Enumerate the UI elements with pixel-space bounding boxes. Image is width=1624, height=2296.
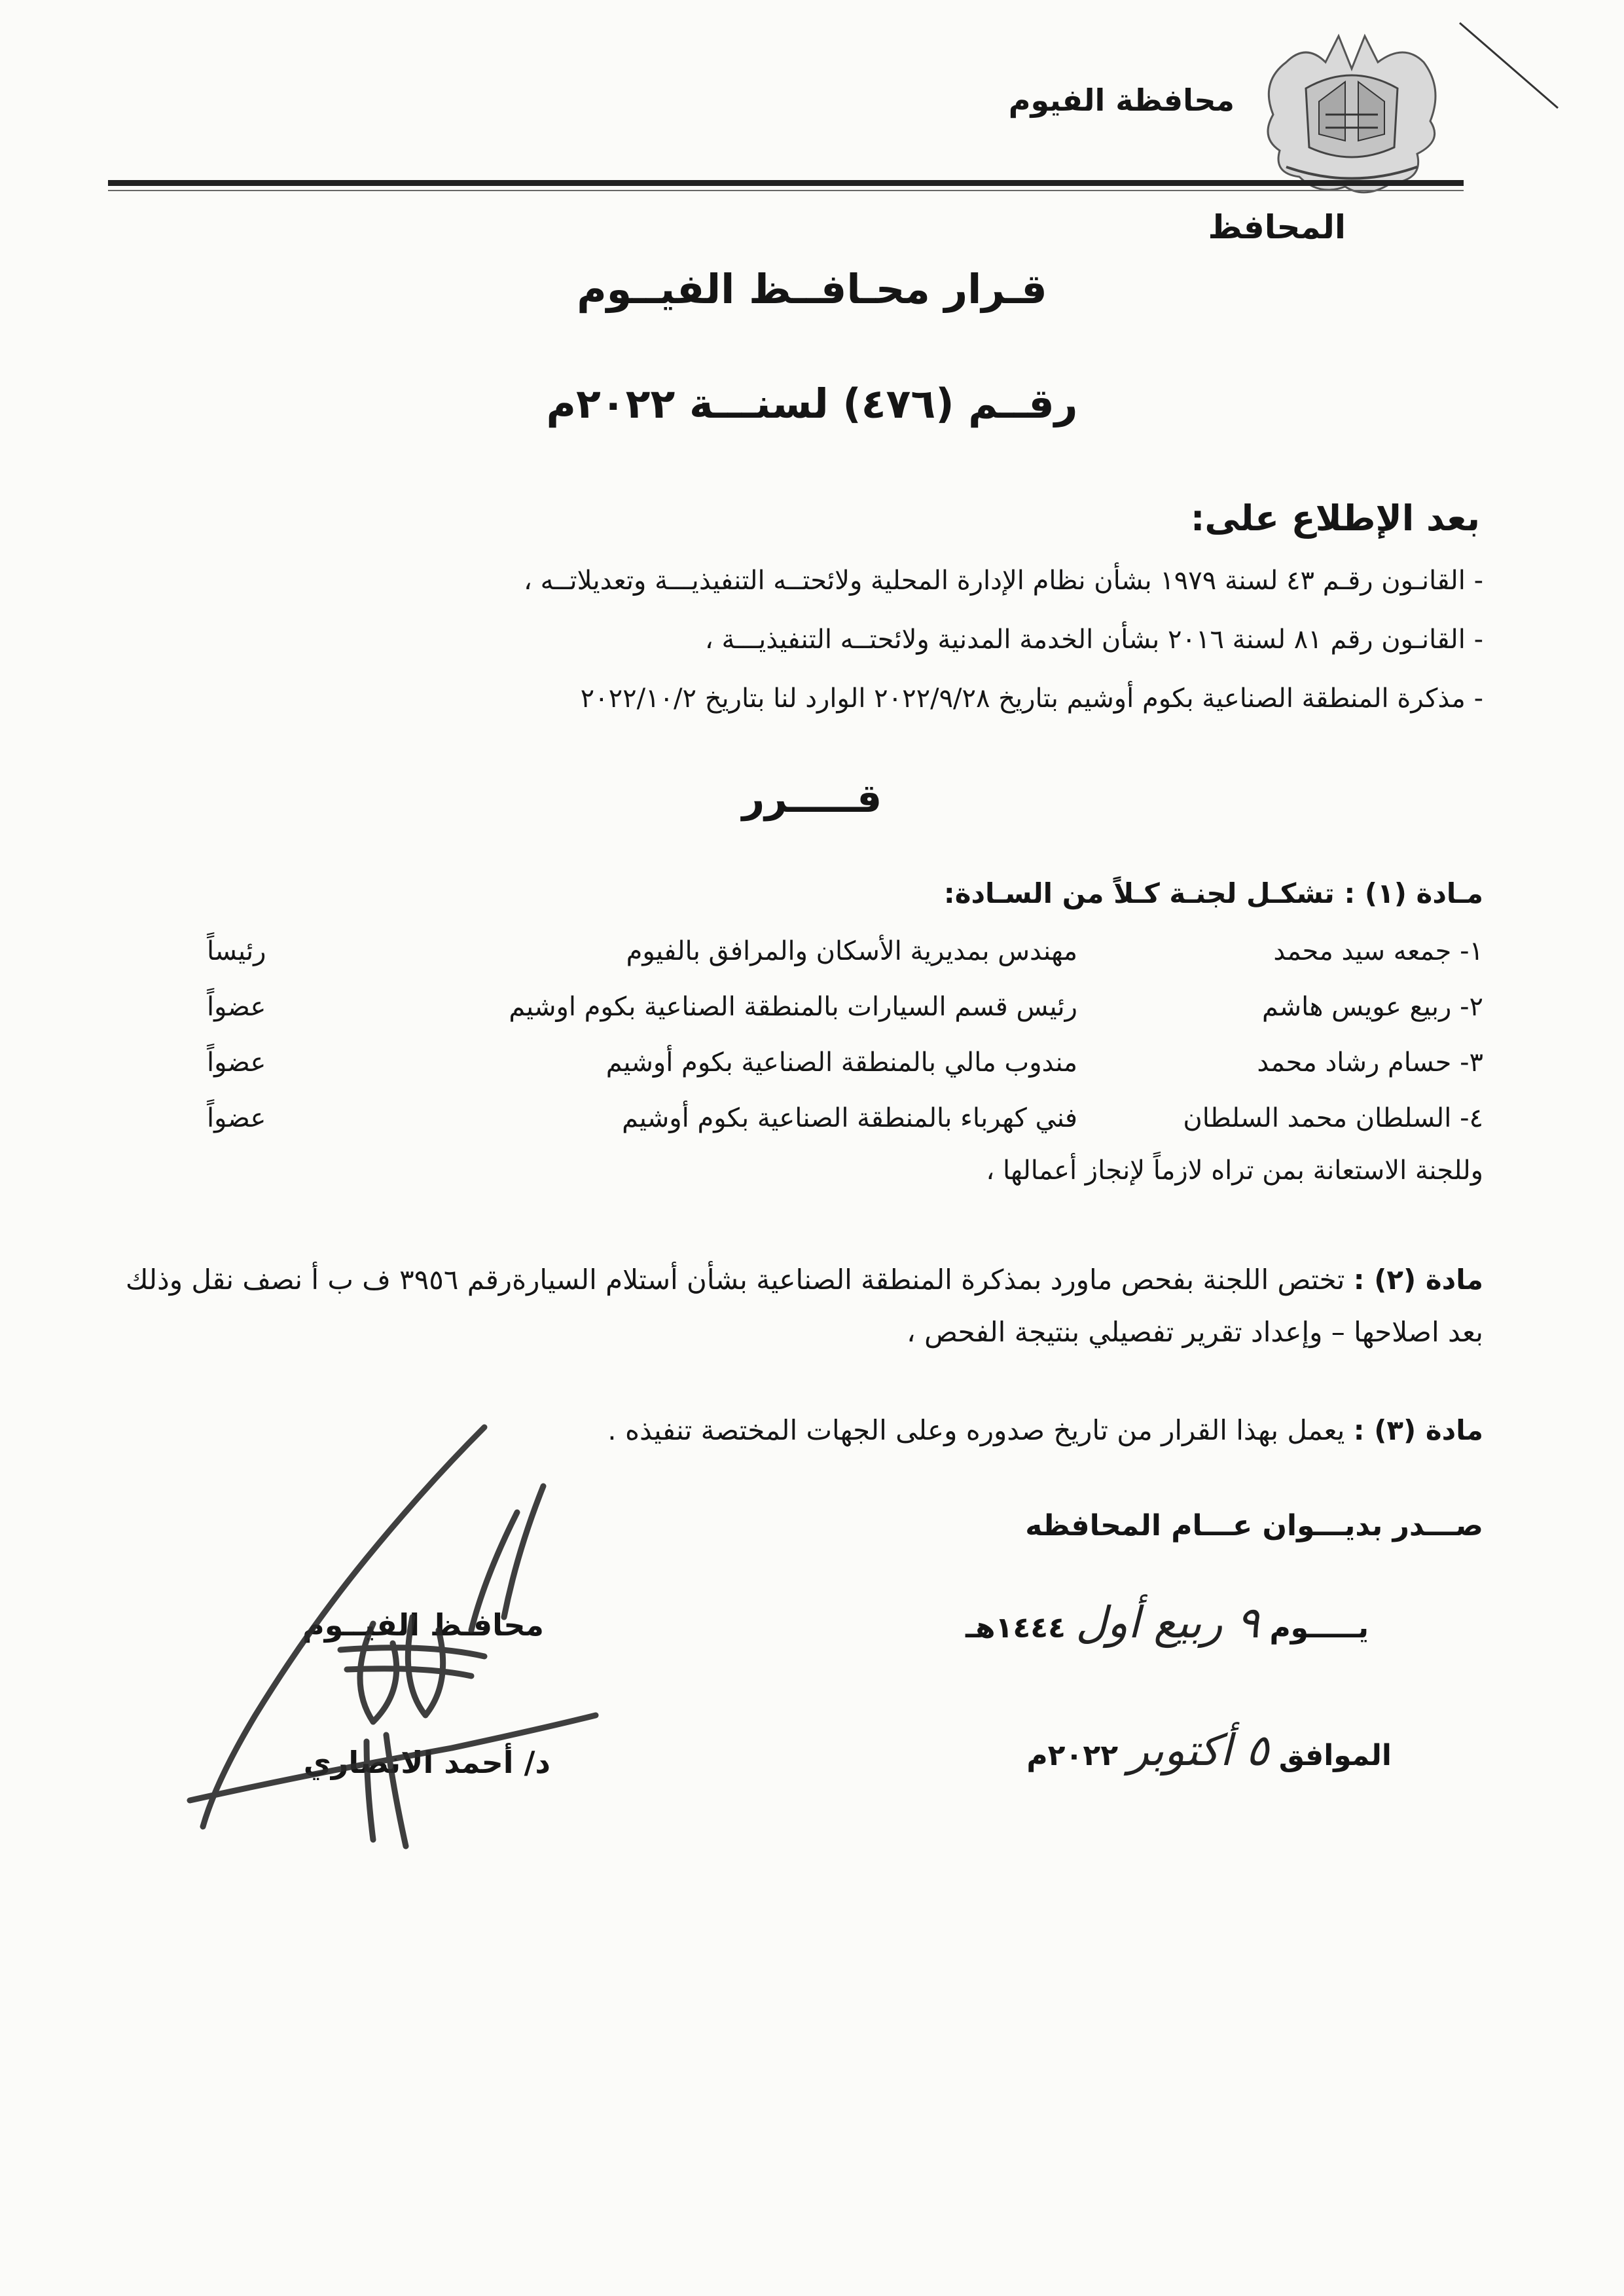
hijri-year: ١٤٤٤هـ: [965, 1611, 1066, 1645]
preamble-item: - القانـون رقم ٨١ لسنة ٢٠١٦ بشأن الخدمة المدنية ولائحتــه التنفيذيـــة ،: [704, 625, 1483, 655]
day-label: يـــــوم: [1269, 1611, 1369, 1645]
member-name: ٢- ربيع عويس هاشم: [1262, 992, 1483, 1022]
member-job: رئيس قسم السيارات بالمنطقة الصناعية بكوم اوشيم: [509, 992, 1077, 1022]
article-3-label: مادة (٣) :: [1353, 1414, 1483, 1446]
member-job: مهندس بمديرية الأسكان والمرافق بالفيوم: [626, 936, 1077, 966]
article-2-label: مادة (٢) :: [1353, 1264, 1483, 1296]
preamble-item: - مذكرة المنطقة الصناعية بكوم أوشيم بتاريخ ٢٠٢٢/٩/٢٨ الوارد لنا بتاريخ ٢٠٢٢/١٠/٢: [580, 683, 1483, 714]
decision-heading: قـــــرر: [742, 776, 882, 822]
gregorian-date: [1026, 1725, 1392, 1776]
hijri-handwritten: ٩ ربيع أول: [1075, 1597, 1260, 1648]
hijri-date: [965, 1597, 1369, 1648]
governorate-header: محافظة الفيوم: [1008, 82, 1235, 118]
member-job: فني كهرباء بالمنطقة الصناعية بكوم أوشيم: [622, 1103, 1077, 1133]
member-name: ١- جمعه سيد محمد: [1273, 936, 1483, 966]
article-3-text: يعمل بهذا القرار من تاريخ صدوره وعلى الجهات المختصة تنفيذه .: [607, 1414, 1345, 1446]
greg-label: الموافق: [1278, 1739, 1392, 1772]
governorate-emblem: [1247, 23, 1456, 200]
member-role: رئيساً: [207, 936, 266, 966]
corner-stroke: [1453, 16, 1564, 115]
article-3: [607, 1414, 1483, 1446]
signatory-title: محافـظ الفيــوم: [302, 1607, 544, 1643]
member-job: مندوب مالي بالمنطقة الصناعية بكوم أوشيم: [605, 1048, 1077, 1078]
member-role: عضواً: [207, 1048, 266, 1078]
governor-label: المحافظ: [1208, 208, 1346, 246]
committee-assistance: وللجنة الاستعانة بمن تراه لازماً لإنجاز أعمالها ،: [986, 1156, 1483, 1186]
article-1-heading: مـادة (١) : تشكـل لجنـة كـلاً من السـادة:: [943, 877, 1483, 909]
issued-heading: صـــدر بديـــوان عـــام المحافظه: [1025, 1509, 1483, 1542]
preamble-list: [96, 551, 1483, 728]
article-2: [122, 1254, 1483, 1358]
member-name: ٤- السلطان محمد السلطان: [1183, 1103, 1483, 1133]
document-title: قـرار محـافــظ الفيــوم: [577, 265, 1047, 313]
member-role: عضواً: [207, 992, 266, 1022]
committee-member: [135, 1048, 1483, 1100]
decree-number: رقــم (٤٧٦) لسنـــة ٢٠٢٢م: [546, 380, 1078, 428]
handwritten-signature: [177, 1408, 635, 1853]
header-rule-thin: [108, 190, 1464, 191]
article-2-text: تختص اللجنة بفحص ماورد بمذكرة المنطقة الصناعية بشأن أستلام السيارةرقم ٣٩٥٦ ف ب أ نصف نقل وذلك بعد اصلاحها – وإعداد تقرير تفصيلي بنتيجة الفحص ،: [125, 1264, 1483, 1348]
preamble-heading: بعد الإطلاع على:: [1190, 498, 1480, 539]
preamble-item: - القانـون رقـم ٤٣ لسنة ١٩٧٩ بشأن نظام الإدارة المحلية ولائحتــه التنفيذيـــة وتعديلاتــه ،: [523, 566, 1483, 596]
greg-handwritten: ٥ أكتوبر: [1128, 1725, 1269, 1776]
member-role: عضواً: [207, 1103, 266, 1133]
committee-member: [135, 1103, 1483, 1156]
committee-member: [135, 936, 1483, 989]
greg-year: ٢٠٢٢م: [1026, 1739, 1119, 1772]
committee-member: [135, 992, 1483, 1044]
signatory-name: د/ أحمد الانصاري: [303, 1745, 550, 1780]
member-name: ٣- حسام رشاد محمد: [1257, 1048, 1483, 1078]
header-rule: [108, 180, 1464, 186]
